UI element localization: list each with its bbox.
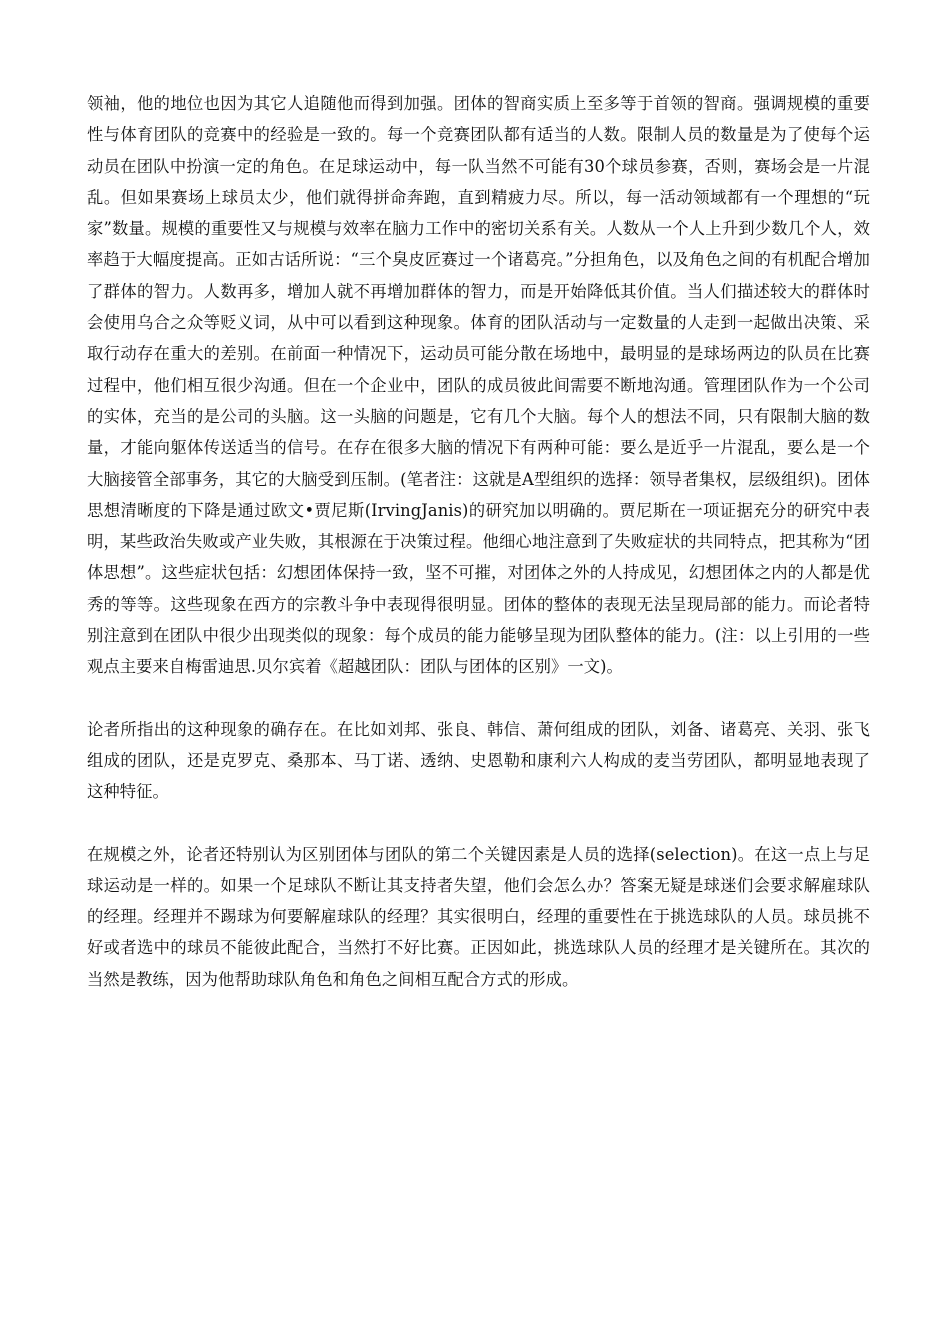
- paragraph-spacer: [87, 683, 870, 714]
- document-body: [87, 88, 870, 995]
- paragraph-2: 论者所指出的这种现象的确存在。在比如刘邦、张良、韩信、萧何组成的团队，刘备、诸葛亮、关羽、张飞组成的团队，还是克罗克、桑那本、马丁诺、透纳、史恩勒和康利六人构成的麦当劳团队，都明显地表现了这种特征。: [87, 719, 870, 802]
- paragraph-3: 在规模之外，论者还特别认为区别团体与团队的第二个关键因素是人员的选择(selection)。在这一点上与足球运动是一样的。如果一个足球队不断让其支持者失望，他们会怎么办？答案无疑是球迷们会要求解雇球队的经理。经理并不踢球为何要解雇球队的经理？其实很明白，经理的重要性在于挑选球队的人员。球员挑不好或者选中的球员不能彼此配合，当然打不好比赛。正因如此，挑选球队人员的经理才是关键所在。其次的当然是教练，因为他帮助球队角色和角色之间相互配合方式的形成。: [87, 844, 870, 989]
- paragraph-1: 领袖，他的地位也因为其它人追随他而得到加强。团体的智商实质上至多等于首领的智商。强调规模的重要性与体育团队的竞赛中的经验是一致的。每一个竞赛团队都有适当的人数。限制人员的数量是为了使每个运动员在团队中扮演一定的角色。在足球运动中，每一队当然不可能有30个球员参赛，否则，赛场会是一片混乱。但如果赛场上球员太少，他们就得拼命奔跑，直到精疲力尽。所以，每一活动领域都有一个理想的“玩家”数量。规模的重要性又与规模与效率在脑力工作中的密切关系有关。人数从一个人上升到少数几个人，效率趋于大幅度提高。正如古话所说：“三个臭皮匠赛过一个诸葛亮。”分担角色，以及角色之间的有机配合增加了群体的智力。人数再多，增加人就不再增加群体的智力，而是开始降低其价值。当人们描述较大的群体时会使用乌合之众等贬义词，从中可以看到这种现象。体育的团队活动与一定数量的人走到一起做出决策、采取行动存在重大的差别。在前面一种情况下，运动员可能分散在场地中，最明显的是球场两边的队员在比赛过程中，他们相互很少沟通。但在一个企业中，团队的成员彼此间需要不断地沟通。管理团队作为一个公司的实体，充当的是公司的头脑。这一头脑的问题是，它有几个大脑。每个人的想法不同，只有限制大脑的数量，才能向躯体传送适当的信号。在存在很多大脑的情况下有两种可能：要么是近乎一片混乱，要么是一个大脑接管全部事务，其它的大脑受到压制。(笔者注：这就是A型组织的选择：领导者集权，层级组织)。团体思想清晰度的下降是通过欧文•贾尼斯(IrvingJanis)的研究加以明确的。贾尼斯在一项证据充分的研究中表明，某些政治失败或产业失败，其根源在于决策过程。他细心地注意到了失败症状的共同特点，把其称为“团体思想”。这些症状包括：幻想团体保持一致，坚不可摧，对团体之外的人持成见，幻想团体之内的人都是优秀的等等。这些现象在西方的宗教斗争中表现得很明显。团体的整体的表现无法呈现局部的能力。而论者特别注意到在团队中很少出现类似的现象：每个成员的能力能够呈现为团队整体的能力。(注：以上引用的一些观点主要来自梅雷迪思.贝尔宾着《超越团队：团队与团体的区别》一文)。: [87, 94, 870, 677]
- paragraph-spacer: [87, 808, 870, 839]
